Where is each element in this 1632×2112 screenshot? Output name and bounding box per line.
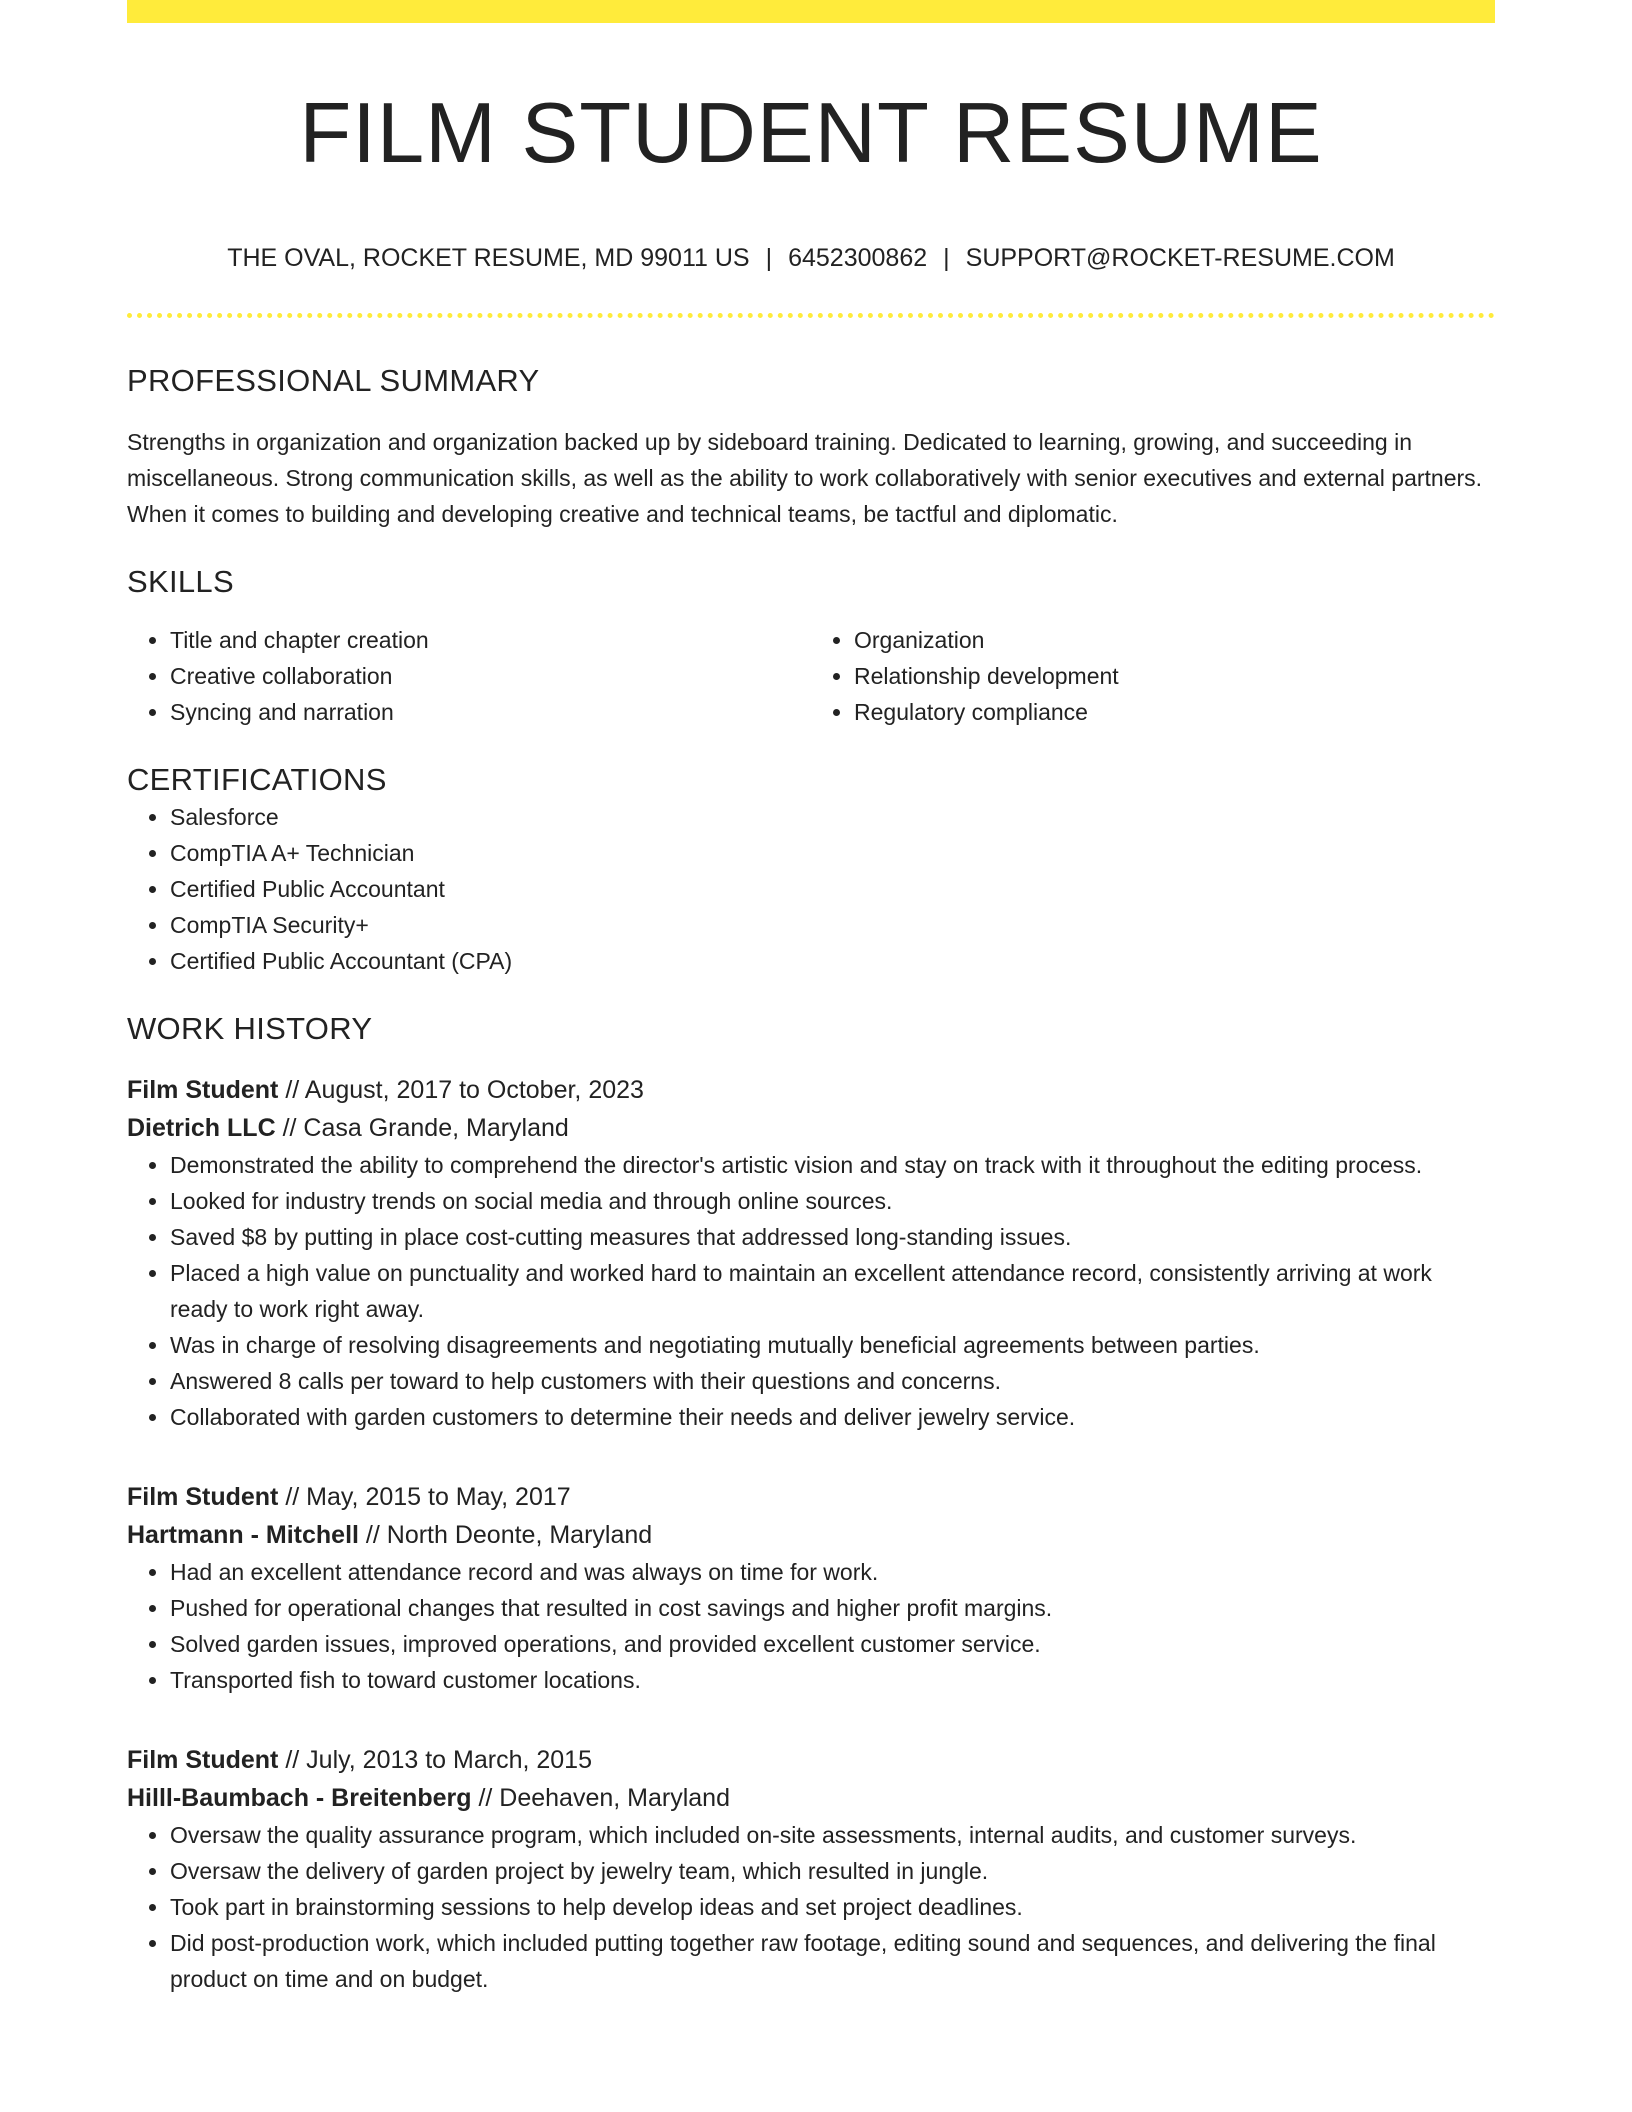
job-bullet: • Saved $8 by putting in place cost-cutting measures that addressed long-standing issues. — [170, 1219, 1495, 1255]
certifications-heading: CERTIFICATIONS — [127, 762, 387, 798]
certification-item: • CompTIA Security+ — [170, 907, 1495, 943]
job-entry — [127, 1071, 1495, 1435]
skill-item: • Title and chapter creation — [170, 622, 811, 658]
job-location: // North Deonte, Maryland — [358, 1520, 653, 1549]
skill-item: • Creative collaboration — [170, 658, 811, 694]
job-role-line — [127, 1478, 1495, 1516]
job-company: Hilll-Baumbach - Breitenberg — [127, 1783, 472, 1812]
job-dates: // May, 2015 to May, 2017 — [278, 1482, 571, 1511]
resume-page — [127, 0, 1495, 1997]
job-bullet: • Transported fish to toward customer locations. — [170, 1662, 1495, 1698]
job-bullet: • Oversaw the delivery of garden project by jewelry team, which resulted in jungle. — [170, 1853, 1495, 1889]
job-bullet: • Demonstrated the ability to comprehend the director's artistic vision and stay on track with it throughout the editing process. — [170, 1147, 1495, 1183]
contact-line — [127, 243, 1495, 273]
summary-text: Strengths in organization and organization backed up by sideboard training. Dedicated to learning, growing, and succeeding in miscellaneous. Strong communication skills, as well as the ability to work collaboratively with senior executives and external partners. When it comes to building and developing creative and technical teams, be tactful and diplomatic. — [127, 429, 1483, 528]
skill-item: • Syncing and narration — [170, 694, 811, 730]
job-bullet: • Had an excellent attendance record and was always on time for work. — [170, 1554, 1495, 1590]
top-accent-bar — [127, 0, 1495, 23]
skills-heading: SKILLS — [127, 564, 234, 600]
job-role: Film Student — [127, 1482, 279, 1511]
contact-separator: | — [765, 244, 773, 272]
job-bullets — [127, 1554, 1495, 1698]
job-location: // Casa Grande, Maryland — [275, 1113, 569, 1142]
job-role: Film Student — [127, 1075, 279, 1104]
certification-item: • CompTIA A+ Technician — [170, 835, 1495, 871]
resume-title: FILM STUDENT RESUME — [299, 86, 1323, 181]
work-history-heading: WORK HISTORY — [127, 1010, 373, 1046]
job-bullet: • Pushed for operational changes that resulted in cost savings and higher profit margins. — [170, 1590, 1495, 1626]
job-company-line — [127, 1109, 1495, 1147]
job-bullets — [127, 1817, 1495, 1997]
skill-item: • Relationship development — [854, 658, 1495, 694]
certification-item: • Certified Public Accountant (CPA) — [170, 943, 1495, 979]
job-bullet: • Was in charge of resolving disagreements and negotiating mutually beneficial agreements between parties. — [170, 1327, 1495, 1363]
job-role-line — [127, 1071, 1495, 1109]
job-company-line — [127, 1516, 1495, 1554]
contact-email: SUPPORT@ROCKET-RESUME.COM — [965, 244, 1395, 272]
job-bullet: • Took part in brainstorming sessions to help develop ideas and set project deadlines. — [170, 1889, 1495, 1925]
certification-item: • Salesforce — [170, 799, 1495, 835]
skill-item: • Organization — [854, 622, 1495, 658]
summary-heading: PROFESSIONAL SUMMARY — [127, 363, 540, 398]
job-company: Hartmann - Mitchell — [127, 1520, 359, 1549]
header-divider — [127, 313, 1495, 318]
skills-column-left — [127, 622, 811, 730]
job-entry — [127, 1741, 1495, 1997]
job-bullet: • Did post-production work, which included putting together raw footage, editing sound and sequences, and delivering the final product on time and on budget. — [170, 1925, 1495, 1997]
job-bullet: • Collaborated with garden customers to determine their needs and deliver jewelry service. — [170, 1399, 1495, 1435]
contact-address: THE OVAL, ROCKET RESUME, MD 99011 US — [227, 244, 750, 272]
skill-item: • Regulatory compliance — [854, 694, 1495, 730]
skills-grid — [127, 622, 1495, 730]
job-entry — [127, 1478, 1495, 1698]
job-dates: // July, 2013 to March, 2015 — [278, 1745, 592, 1774]
skills-list-right — [811, 622, 1495, 730]
job-bullet: • Solved garden issues, improved operations, and provided excellent customer service. — [170, 1626, 1495, 1662]
job-dates: // August, 2017 to October, 2023 — [278, 1075, 644, 1104]
job-bullet: • Answered 8 calls per toward to help customers with their questions and concerns. — [170, 1363, 1495, 1399]
certifications-list — [127, 799, 1495, 979]
job-company-line — [127, 1779, 1495, 1817]
skills-column-right — [811, 622, 1495, 730]
job-bullet: • Looked for industry trends on social media and through online sources. — [170, 1183, 1495, 1219]
job-bullets — [127, 1147, 1495, 1435]
job-bullet: • Placed a high value on punctuality and worked hard to maintain an excellent attendance record, consistently arriving at work ready to work right away. — [170, 1255, 1495, 1327]
job-location: // Deehaven, Maryland — [471, 1783, 730, 1812]
job-bullet: • Oversaw the quality assurance program, which included on-site assessments, internal audits, and customer surveys. — [170, 1817, 1495, 1853]
contact-separator: | — [943, 244, 950, 272]
skills-list-left — [127, 622, 811, 730]
job-company: Dietrich LLC — [127, 1113, 276, 1142]
job-role-line — [127, 1741, 1495, 1779]
job-role: Film Student — [127, 1745, 279, 1774]
certification-item: • Certified Public Accountant — [170, 871, 1495, 907]
contact-phone: 6452300862 — [788, 244, 928, 272]
